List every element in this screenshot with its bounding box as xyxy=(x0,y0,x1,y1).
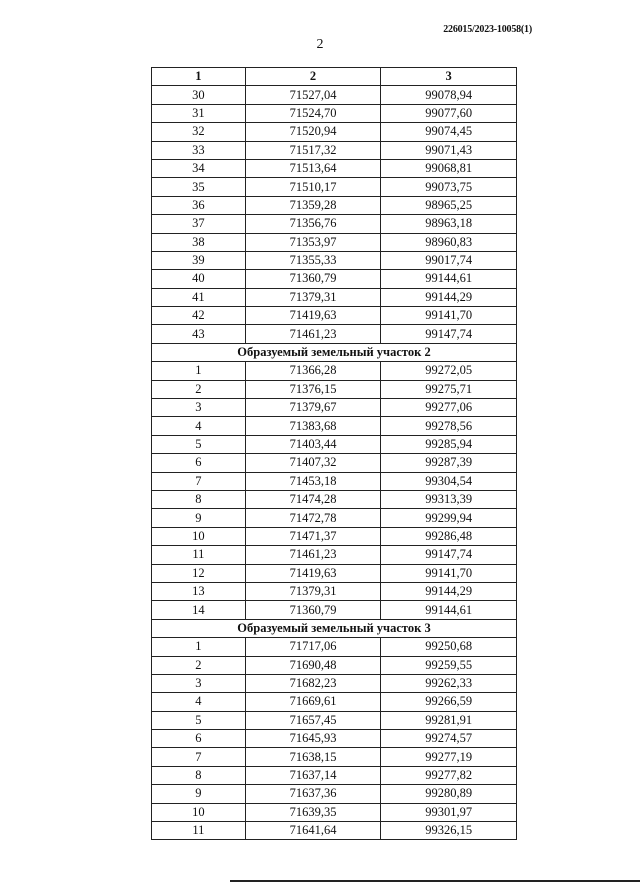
table-row xyxy=(152,509,517,527)
point-number-cell: 31 xyxy=(152,104,246,122)
x-coordinate-cell: 71359,28 xyxy=(245,196,381,214)
y-coordinate-cell: 99144,29 xyxy=(381,288,517,306)
table-row xyxy=(152,215,517,233)
x-coordinate-cell: 71472,78 xyxy=(245,509,381,527)
y-coordinate-cell: 99141,70 xyxy=(381,307,517,325)
table-row xyxy=(152,582,517,600)
x-coordinate-cell: 71356,76 xyxy=(245,215,381,233)
footer-rule xyxy=(230,880,640,882)
x-coordinate-cell: 71690,48 xyxy=(245,656,381,674)
point-number-cell: 3 xyxy=(152,399,246,417)
x-coordinate-cell: 71353,97 xyxy=(245,233,381,251)
point-number-cell: 2 xyxy=(152,380,246,398)
y-coordinate-cell: 99299,94 xyxy=(381,509,517,527)
point-number-cell: 8 xyxy=(152,490,246,508)
y-coordinate-cell: 99278,56 xyxy=(381,417,517,435)
point-number-cell: 1 xyxy=(152,638,246,656)
y-coordinate-cell: 99272,05 xyxy=(381,362,517,380)
y-coordinate-cell: 99144,61 xyxy=(381,270,517,288)
table-row xyxy=(152,822,517,840)
column-header: 1 xyxy=(152,68,246,86)
y-coordinate-cell: 99313,39 xyxy=(381,490,517,508)
y-coordinate-cell: 99250,68 xyxy=(381,638,517,656)
y-coordinate-cell: 99147,74 xyxy=(381,325,517,343)
x-coordinate-cell: 71376,15 xyxy=(245,380,381,398)
point-number-cell: 8 xyxy=(152,766,246,784)
x-coordinate-cell: 71461,23 xyxy=(245,546,381,564)
point-number-cell: 35 xyxy=(152,178,246,196)
x-coordinate-cell: 71641,64 xyxy=(245,822,381,840)
x-coordinate-cell: 71419,63 xyxy=(245,564,381,582)
table-row xyxy=(152,674,517,692)
x-coordinate-cell: 71517,32 xyxy=(245,141,381,159)
x-coordinate-cell: 71717,06 xyxy=(245,638,381,656)
table-row xyxy=(152,196,517,214)
table-row xyxy=(152,362,517,380)
section-title-row xyxy=(152,343,517,361)
y-coordinate-cell: 99326,15 xyxy=(381,822,517,840)
table-row xyxy=(152,178,517,196)
table-row xyxy=(152,325,517,343)
page-number: 2 xyxy=(316,37,324,52)
table-row xyxy=(152,527,517,545)
table-row xyxy=(152,454,517,472)
point-number-cell: 9 xyxy=(152,785,246,803)
y-coordinate-cell: 98965,25 xyxy=(381,196,517,214)
x-coordinate-cell: 71524,70 xyxy=(245,104,381,122)
section-title: Образуемый земельный участок 3 xyxy=(152,619,517,637)
point-number-cell: 4 xyxy=(152,417,246,435)
point-number-cell: 43 xyxy=(152,325,246,343)
point-number-cell: 32 xyxy=(152,123,246,141)
table-row xyxy=(152,785,517,803)
point-number-cell: 38 xyxy=(152,233,246,251)
table-row xyxy=(152,123,517,141)
table-row xyxy=(152,251,517,269)
point-number-cell: 4 xyxy=(152,693,246,711)
y-coordinate-cell: 99074,45 xyxy=(381,123,517,141)
table-body xyxy=(152,86,517,840)
x-coordinate-cell: 71682,23 xyxy=(245,674,381,692)
y-coordinate-cell: 99078,94 xyxy=(381,86,517,104)
x-coordinate-cell: 71637,14 xyxy=(245,766,381,784)
y-coordinate-cell: 99073,75 xyxy=(381,178,517,196)
point-number-cell: 13 xyxy=(152,582,246,600)
y-coordinate-cell: 99281,91 xyxy=(381,711,517,729)
x-coordinate-cell: 71645,93 xyxy=(245,730,381,748)
x-coordinate-cell: 71360,79 xyxy=(245,270,381,288)
x-coordinate-cell: 71366,28 xyxy=(245,362,381,380)
x-coordinate-cell: 71638,15 xyxy=(245,748,381,766)
x-coordinate-cell: 71510,17 xyxy=(245,178,381,196)
y-coordinate-cell: 99141,70 xyxy=(381,564,517,582)
point-number-cell: 7 xyxy=(152,472,246,490)
table-row xyxy=(152,638,517,656)
table-row xyxy=(152,656,517,674)
y-coordinate-cell: 99277,06 xyxy=(381,399,517,417)
y-coordinate-cell: 99077,60 xyxy=(381,104,517,122)
x-coordinate-cell: 71639,35 xyxy=(245,803,381,821)
y-coordinate-cell: 99287,39 xyxy=(381,454,517,472)
x-coordinate-cell: 71419,63 xyxy=(245,307,381,325)
x-coordinate-cell: 71474,28 xyxy=(245,490,381,508)
table-row xyxy=(152,693,517,711)
y-coordinate-cell: 99144,61 xyxy=(381,601,517,619)
y-coordinate-cell: 98960,83 xyxy=(381,233,517,251)
table-row xyxy=(152,546,517,564)
y-coordinate-cell: 99262,33 xyxy=(381,674,517,692)
table-row xyxy=(152,472,517,490)
table-row xyxy=(152,766,517,784)
table-row xyxy=(152,748,517,766)
point-number-cell: 42 xyxy=(152,307,246,325)
point-number-cell: 7 xyxy=(152,748,246,766)
point-number-cell: 1 xyxy=(152,362,246,380)
table-row xyxy=(152,307,517,325)
table-header-row xyxy=(152,68,517,86)
x-coordinate-cell: 71471,37 xyxy=(245,527,381,545)
table-row xyxy=(152,141,517,159)
table-row xyxy=(152,564,517,582)
x-coordinate-cell: 71657,45 xyxy=(245,711,381,729)
x-coordinate-cell: 71407,32 xyxy=(245,454,381,472)
table-row xyxy=(152,288,517,306)
point-number-cell: 36 xyxy=(152,196,246,214)
y-coordinate-cell: 99280,89 xyxy=(381,785,517,803)
point-number-cell: 10 xyxy=(152,803,246,821)
point-number-cell: 12 xyxy=(152,564,246,582)
point-number-cell: 2 xyxy=(152,656,246,674)
point-number-cell: 41 xyxy=(152,288,246,306)
table-row xyxy=(152,233,517,251)
point-number-cell: 40 xyxy=(152,270,246,288)
y-coordinate-cell: 98963,18 xyxy=(381,215,517,233)
y-coordinate-cell: 99071,43 xyxy=(381,141,517,159)
x-coordinate-cell: 71453,18 xyxy=(245,472,381,490)
table-row xyxy=(152,399,517,417)
section-title-row xyxy=(152,619,517,637)
point-number-cell: 11 xyxy=(152,822,246,840)
x-coordinate-cell: 71383,68 xyxy=(245,417,381,435)
point-number-cell: 5 xyxy=(152,711,246,729)
table-row xyxy=(152,380,517,398)
document-number: 226015/2023-10058(1) xyxy=(443,24,532,35)
point-number-cell: 34 xyxy=(152,159,246,177)
point-number-cell: 11 xyxy=(152,546,246,564)
x-coordinate-cell: 71669,61 xyxy=(245,693,381,711)
table-row xyxy=(152,417,517,435)
table-row xyxy=(152,711,517,729)
point-number-cell: 30 xyxy=(152,86,246,104)
table-row xyxy=(152,601,517,619)
x-coordinate-cell: 71637,36 xyxy=(245,785,381,803)
point-number-cell: 5 xyxy=(152,435,246,453)
y-coordinate-cell: 99266,59 xyxy=(381,693,517,711)
column-header: 3 xyxy=(381,68,517,86)
point-number-cell: 37 xyxy=(152,215,246,233)
section-title: Образуемый земельный участок 2 xyxy=(152,343,517,361)
x-coordinate-cell: 71355,33 xyxy=(245,251,381,269)
y-coordinate-cell: 99277,19 xyxy=(381,748,517,766)
y-coordinate-cell: 99286,48 xyxy=(381,527,517,545)
table-row xyxy=(152,104,517,122)
x-coordinate-cell: 71461,23 xyxy=(245,325,381,343)
point-number-cell: 33 xyxy=(152,141,246,159)
point-number-cell: 10 xyxy=(152,527,246,545)
table-row xyxy=(152,270,517,288)
y-coordinate-cell: 99259,55 xyxy=(381,656,517,674)
table-row xyxy=(152,730,517,748)
point-number-cell: 6 xyxy=(152,454,246,472)
x-coordinate-cell: 71403,44 xyxy=(245,435,381,453)
y-coordinate-cell: 99147,74 xyxy=(381,546,517,564)
x-coordinate-cell: 71513,64 xyxy=(245,159,381,177)
point-number-cell: 6 xyxy=(152,730,246,748)
coordinates-table xyxy=(151,67,517,840)
y-coordinate-cell: 99144,29 xyxy=(381,582,517,600)
table-row xyxy=(152,803,517,821)
x-coordinate-cell: 71379,31 xyxy=(245,582,381,600)
y-coordinate-cell: 99285,94 xyxy=(381,435,517,453)
point-number-cell: 9 xyxy=(152,509,246,527)
table-row xyxy=(152,159,517,177)
x-coordinate-cell: 71527,04 xyxy=(245,86,381,104)
y-coordinate-cell: 99304,54 xyxy=(381,472,517,490)
y-coordinate-cell: 99275,71 xyxy=(381,380,517,398)
y-coordinate-cell: 99017,74 xyxy=(381,251,517,269)
x-coordinate-cell: 71379,31 xyxy=(245,288,381,306)
y-coordinate-cell: 99301,97 xyxy=(381,803,517,821)
table-row xyxy=(152,86,517,104)
column-header: 2 xyxy=(245,68,381,86)
x-coordinate-cell: 71360,79 xyxy=(245,601,381,619)
y-coordinate-cell: 99274,57 xyxy=(381,730,517,748)
x-coordinate-cell: 71520,94 xyxy=(245,123,381,141)
y-coordinate-cell: 99068,81 xyxy=(381,159,517,177)
table-row xyxy=(152,490,517,508)
table-row xyxy=(152,435,517,453)
point-number-cell: 39 xyxy=(152,251,246,269)
point-number-cell: 14 xyxy=(152,601,246,619)
x-coordinate-cell: 71379,67 xyxy=(245,399,381,417)
y-coordinate-cell: 99277,82 xyxy=(381,766,517,784)
point-number-cell: 3 xyxy=(152,674,246,692)
